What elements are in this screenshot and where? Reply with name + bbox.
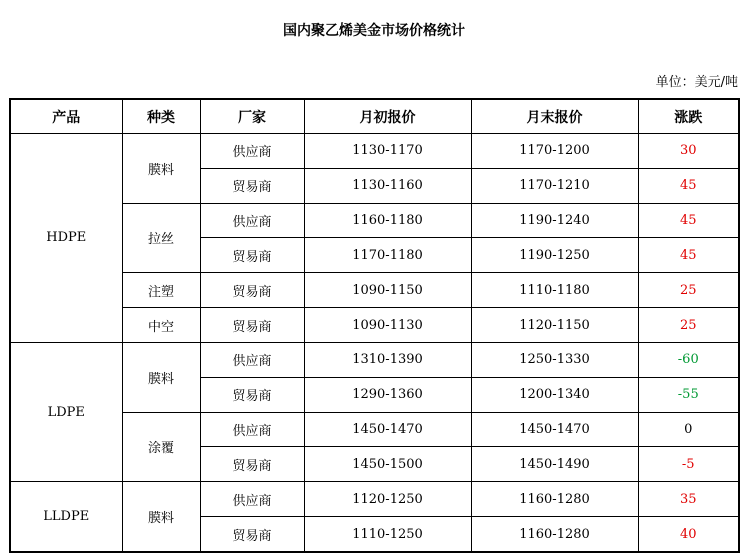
category-cell: 膜料 (122, 342, 200, 412)
category-cell: 中空 (122, 308, 200, 343)
table-row (10, 134, 739, 169)
change-cell: -5 (638, 447, 739, 482)
maker-cell: 贸易商 (200, 377, 304, 412)
start-price-cell: 1090-1130 (304, 308, 471, 343)
end-price-cell: 1450-1490 (471, 447, 638, 482)
maker-cell: 供应商 (200, 412, 304, 447)
maker-cell: 贸易商 (200, 517, 304, 552)
change-cell: 45 (638, 168, 739, 203)
start-price-cell: 1130-1170 (304, 134, 471, 169)
start-price-cell: 1450-1500 (304, 447, 471, 482)
maker-cell: 供应商 (200, 342, 304, 377)
table-row (10, 482, 739, 517)
start-price-cell: 1130-1160 (304, 168, 471, 203)
change-cell: 0 (638, 412, 739, 447)
change-cell: -60 (638, 342, 739, 377)
maker-cell: 供应商 (200, 134, 304, 169)
change-cell: 45 (638, 203, 739, 238)
change-cell: -55 (638, 377, 739, 412)
change-cell: 25 (638, 308, 739, 343)
end-price-cell: 1120-1150 (471, 308, 638, 343)
maker-cell: 贸易商 (200, 273, 304, 308)
category-cell: 膜料 (122, 482, 200, 552)
header-maker: 厂家 (200, 99, 304, 134)
product-cell: HDPE (10, 134, 122, 343)
maker-cell: 供应商 (200, 482, 304, 517)
header-product: 产品 (10, 99, 122, 134)
start-price-cell: 1090-1150 (304, 273, 471, 308)
header-end-price: 月末报价 (471, 99, 638, 134)
price-table (9, 98, 740, 553)
category-cell: 膜料 (122, 134, 200, 204)
category-cell: 拉丝 (122, 203, 200, 273)
page-title: 国内聚乙烯美金市场价格统计 (283, 23, 465, 39)
start-price-cell: 1120-1250 (304, 482, 471, 517)
header-row (10, 99, 739, 134)
end-price-cell: 1190-1250 (471, 238, 638, 273)
start-price-cell: 1160-1180 (304, 203, 471, 238)
maker-cell: 贸易商 (200, 168, 304, 203)
change-cell: 30 (638, 134, 739, 169)
change-cell: 45 (638, 238, 739, 273)
end-price-cell: 1110-1180 (471, 273, 638, 308)
product-cell: LLDPE (10, 482, 122, 552)
start-price-cell: 1450-1470 (304, 412, 471, 447)
end-price-cell: 1170-1200 (471, 134, 638, 169)
header-start-price: 月初报价 (304, 99, 471, 134)
change-cell: 25 (638, 273, 739, 308)
end-price-cell: 1200-1340 (471, 377, 638, 412)
maker-cell: 贸易商 (200, 238, 304, 273)
end-price-cell: 1250-1330 (471, 342, 638, 377)
unit-label: 单位：美元/吨 (655, 75, 738, 90)
maker-cell: 贸易商 (200, 308, 304, 343)
category-cell: 涂覆 (122, 412, 200, 482)
maker-cell: 贸易商 (200, 447, 304, 482)
table-row (10, 342, 739, 377)
change-cell: 35 (638, 482, 739, 517)
start-price-cell: 1310-1390 (304, 342, 471, 377)
end-price-cell: 1160-1280 (471, 517, 638, 552)
start-price-cell: 1110-1250 (304, 517, 471, 552)
change-cell: 40 (638, 517, 739, 552)
category-cell: 注塑 (122, 273, 200, 308)
product-cell: LDPE (10, 342, 122, 481)
start-price-cell: 1170-1180 (304, 238, 471, 273)
maker-cell: 供应商 (200, 203, 304, 238)
end-price-cell: 1160-1280 (471, 482, 638, 517)
header-change: 涨跌 (638, 99, 739, 134)
end-price-cell: 1190-1240 (471, 203, 638, 238)
header-category: 种类 (122, 99, 200, 134)
end-price-cell: 1450-1470 (471, 412, 638, 447)
end-price-cell: 1170-1210 (471, 168, 638, 203)
start-price-cell: 1290-1360 (304, 377, 471, 412)
